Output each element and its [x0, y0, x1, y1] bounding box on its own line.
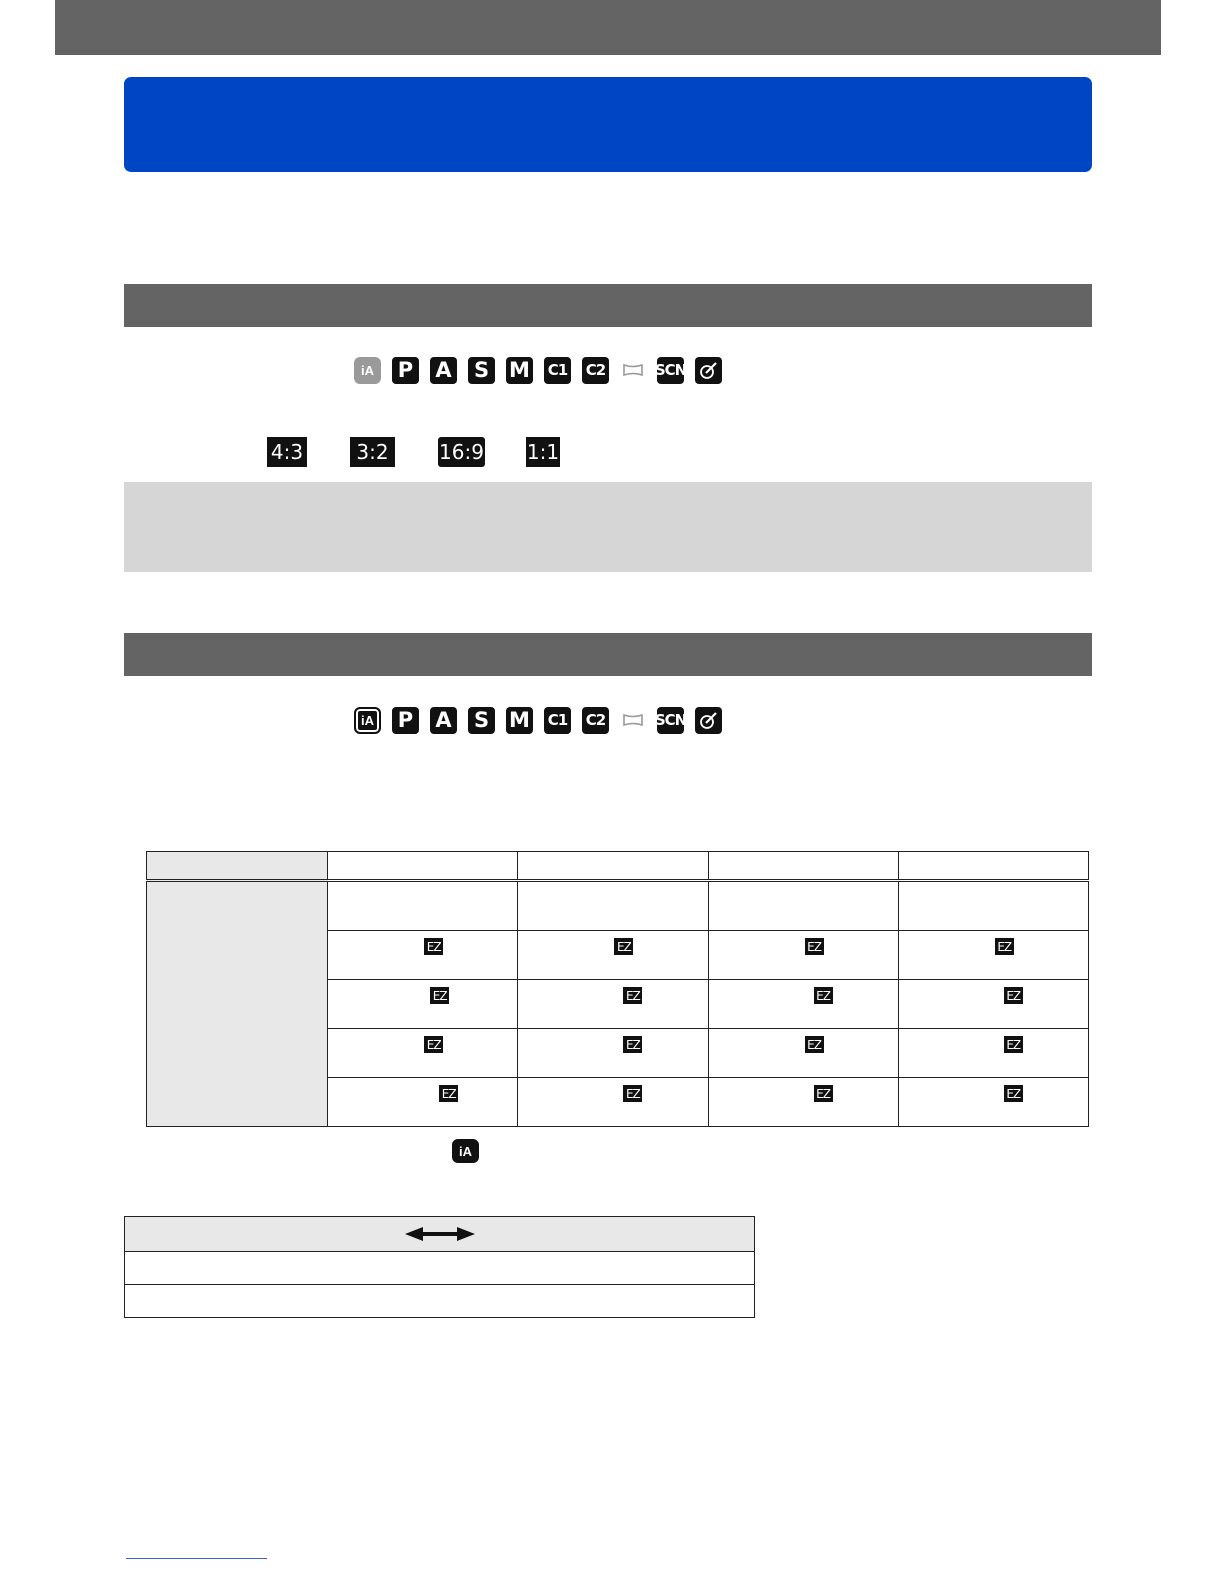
table-cell [518, 1078, 708, 1127]
header-cell [518, 852, 708, 881]
table-cell [708, 881, 898, 931]
aspect-3-2-icon: 3:2 [350, 437, 395, 467]
table-cell [898, 1029, 1088, 1078]
table-cell [328, 1078, 518, 1127]
ez-icon: EZ [814, 987, 833, 1004]
ez-icon: EZ [805, 938, 824, 955]
mode-icons-row-2 [354, 706, 733, 734]
ez-icon: EZ [814, 1085, 833, 1102]
table-cell [125, 1285, 755, 1318]
manual-mode-icon: M [506, 357, 533, 384]
creative-control-icon [695, 707, 722, 734]
table-cell [708, 1029, 898, 1078]
panorama-icon [620, 357, 646, 384]
table-row [125, 1285, 755, 1318]
scene-mode-icon: SCN [657, 707, 684, 734]
table-cell [328, 931, 518, 980]
ez-icon: EZ [424, 1036, 443, 1053]
title-band [124, 77, 1092, 172]
program-mode-icon: P [392, 357, 419, 384]
shutter-mode-icon: S [468, 707, 495, 734]
header-cell [328, 852, 518, 881]
row-header-cell [147, 881, 328, 1127]
header-cell [898, 852, 1088, 881]
table-cell [125, 1252, 755, 1285]
custom1-mode-icon: C1 [544, 707, 571, 734]
ez-icon: EZ [995, 938, 1014, 955]
header-cell [147, 852, 328, 881]
ez-icon: EZ [424, 938, 443, 955]
panorama-icon [620, 707, 646, 734]
table-cell [518, 980, 708, 1029]
footer-link-underline[interactable] [126, 1558, 267, 1559]
ez-icon: EZ [623, 1036, 642, 1053]
table-cell [898, 931, 1088, 980]
ez-icon: EZ [805, 1036, 824, 1053]
table-cell [708, 931, 898, 980]
ez-icon: EZ [614, 938, 633, 955]
table-row [125, 1252, 755, 1285]
aspect-16-9-icon: 16:9 [438, 437, 485, 467]
double-arrow-icon [405, 1225, 475, 1243]
program-mode-icon: P [392, 707, 419, 734]
table-cell [708, 980, 898, 1029]
intelligent-auto-icon: iA [354, 707, 381, 734]
table-cell [708, 1078, 898, 1127]
table-cell [328, 1029, 518, 1078]
small-table-header [125, 1217, 755, 1252]
small-table [124, 1216, 755, 1318]
custom1-mode-icon: C1 [544, 357, 571, 384]
table-cell [328, 980, 518, 1029]
aperture-mode-icon: A [430, 357, 457, 384]
table-cell [898, 881, 1088, 931]
table-cell [898, 1078, 1088, 1127]
intelligent-auto-icon: iA [452, 1139, 479, 1163]
zoom-table-header [147, 852, 1089, 881]
table-cell [518, 931, 708, 980]
table-cell [518, 1029, 708, 1078]
note-box [124, 482, 1092, 572]
ez-icon: EZ [430, 987, 449, 1004]
mode-icons-row-1 [354, 356, 733, 384]
aspect-1-1-icon: 1:1 [526, 437, 560, 467]
table-cell [518, 881, 708, 931]
aperture-mode-icon: A [430, 707, 457, 734]
table-row [147, 881, 1089, 931]
aspect-4-3-icon: 4:3 [267, 437, 307, 467]
table-cell [328, 881, 518, 931]
ez-icon: EZ [1004, 1085, 1023, 1102]
shutter-mode-icon: S [468, 357, 495, 384]
custom2-mode-icon: C2 [582, 357, 609, 384]
table-cell [898, 980, 1088, 1029]
top-bar [55, 0, 1161, 55]
ez-icon: EZ [1004, 1036, 1023, 1053]
scene-mode-icon: SCN [657, 357, 684, 384]
section-header-1 [124, 284, 1092, 327]
zoom-table [146, 851, 1089, 1127]
manual-mode-icon: M [506, 707, 533, 734]
ez-icon: EZ [623, 987, 642, 1004]
ez-icon: EZ [439, 1085, 458, 1102]
header-cell [125, 1217, 755, 1252]
ez-icon: EZ [1004, 987, 1023, 1004]
intelligent-auto-icon: iA [354, 357, 381, 384]
ez-icon: EZ [623, 1085, 642, 1102]
custom2-mode-icon: C2 [582, 707, 609, 734]
creative-control-icon [695, 357, 722, 384]
section-header-2 [124, 633, 1092, 676]
header-cell [708, 852, 898, 881]
